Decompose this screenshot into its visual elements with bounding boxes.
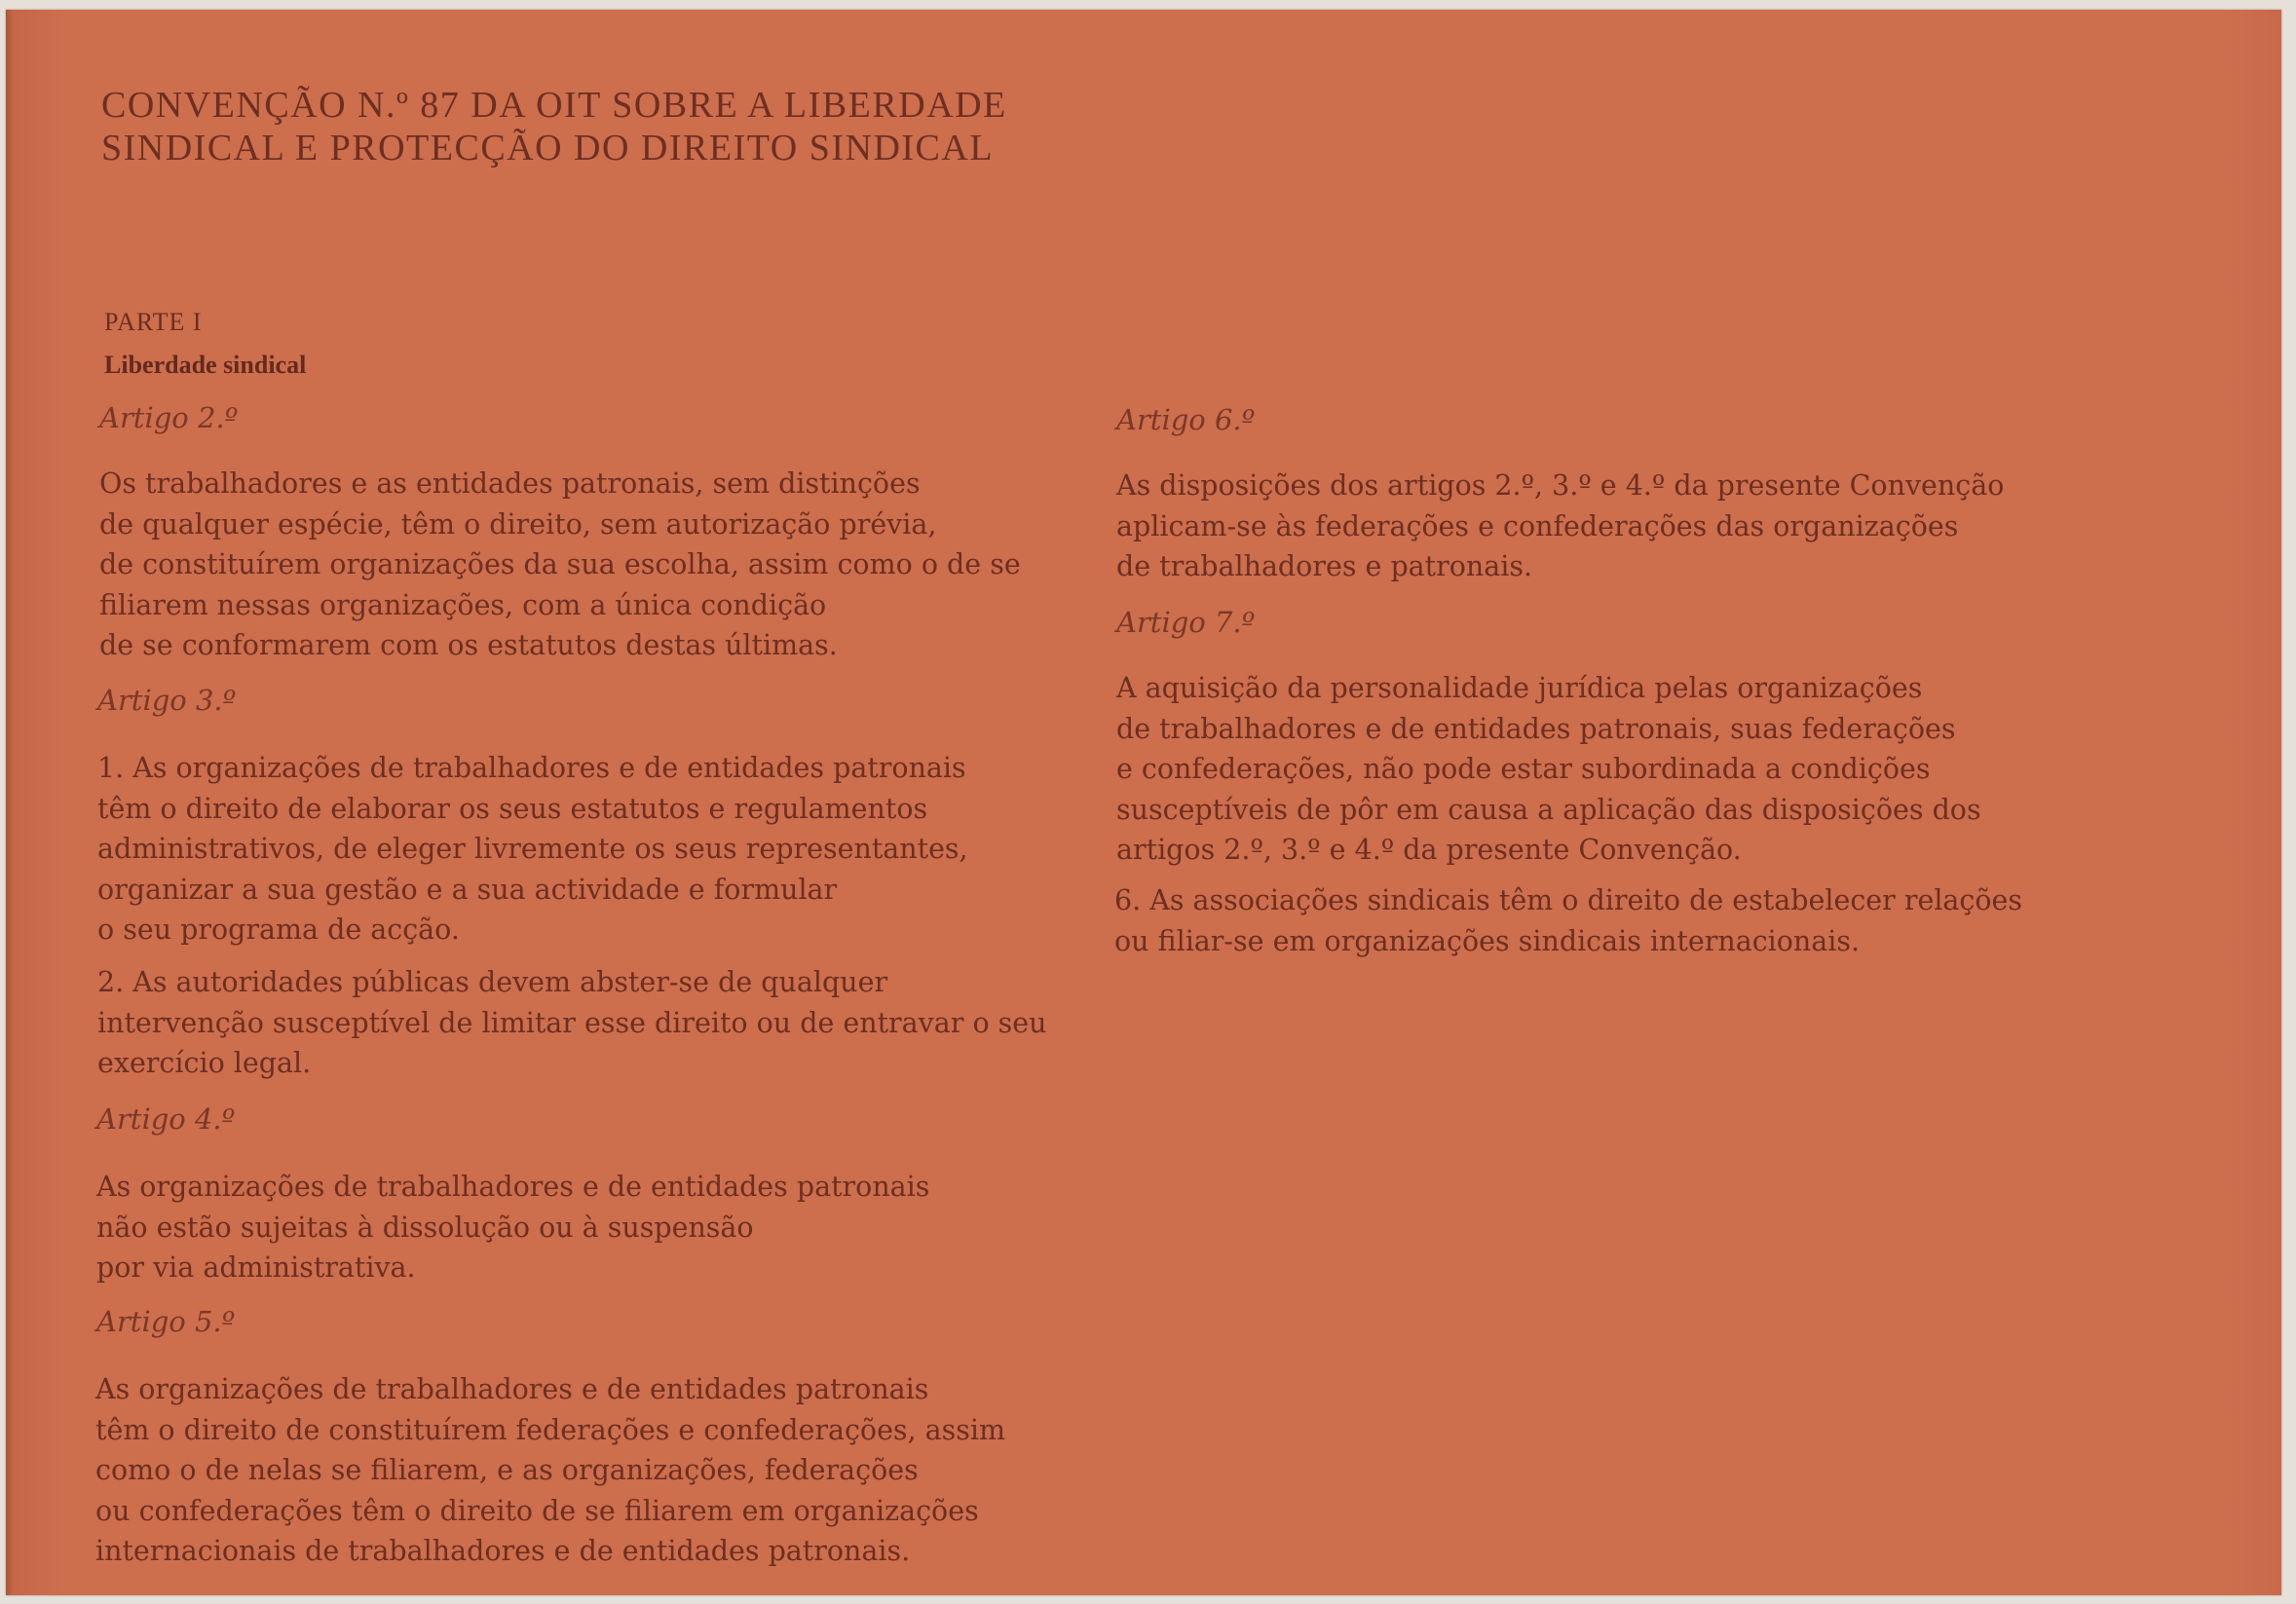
text-line: de trabalhadores e de entidades patronais, suas federações (1116, 712, 1956, 745)
page-fold-shadow (6, 10, 14, 1595)
article-3 (97, 684, 236, 717)
text-line: As disposições dos artigos 2.º, 3.º e 4.º da presente Convenção (1116, 469, 2005, 502)
text-line: 6. As associações sindicais têm o direito de estabelecer relações (1114, 884, 2023, 916)
article-2 (99, 401, 238, 434)
text-line: administrativos, de eleger livremente os seus representantes, (97, 833, 968, 865)
text-line: ou confederações têm o direito de se filiarem em organizações (95, 1494, 979, 1527)
text-line: por via administrativa. (96, 1251, 416, 1284)
article-7-body-2 (1114, 880, 2022, 961)
article-6-heading: Artigo 6.º (1116, 403, 1256, 436)
article-5-heading: Artigo 5.º (96, 1305, 236, 1338)
text-line: ou filiar-se em organizações sindicais internacionais. (1114, 924, 1861, 957)
text-line: filiarem nessas organizações, com a única condição (99, 588, 827, 621)
text-line: não estão sujeitas à dissolução ou à suspensão (96, 1211, 754, 1244)
title-line-1: CONVENÇÃO N.º 87 DA OIT SOBRE A LIBERDADE (101, 85, 1007, 126)
text-line: o seu programa de acção. (97, 914, 460, 946)
text-line: de qualquer espécie, têm o direito, sem autorização prévia, (99, 507, 937, 541)
text-line: internacionais de trabalhadores e de entidades patronais. (95, 1535, 911, 1567)
text-line: As organizações de trabalhadores e de entidades patronais (95, 1373, 929, 1405)
article-3-heading: Artigo 3.º (97, 684, 237, 717)
text-line: As organizações de trabalhadores e de entidades patronais (96, 1171, 930, 1203)
text-line: como o de nelas se filiarem, e as organizações, federações (95, 1454, 919, 1486)
article-7-heading: Artigo 7.º (1116, 606, 1256, 639)
article-4-text (96, 1167, 929, 1288)
text-line: têm o direito de elaborar os seus estatutos e regulamentos (97, 792, 928, 825)
article-5 (96, 1305, 235, 1338)
text-line: exercício legal. (97, 1047, 312, 1079)
text-line: artigos 2.º, 3.º e 4.º da presente Convenção. (1116, 834, 1742, 866)
article-3-body (97, 748, 968, 951)
article-6 (1116, 403, 1255, 436)
article-3-body-2 (97, 962, 1047, 1084)
article-7-paragraph-2 (1114, 880, 2022, 961)
part-subtitle: Liberdade sindical (104, 351, 307, 379)
article-2-heading: Artigo 2.º (99, 401, 239, 434)
text-line: susceptíveis de pôr em causa a aplicação das disposições dos (1116, 793, 1981, 826)
article-5-text (95, 1369, 1005, 1572)
part-label: PARTE I (104, 308, 203, 336)
text-line: de constituírem organizações da sua escolha, assim como o de se (99, 548, 1021, 580)
text-line: 1. As organizações de trabalhadores e de entidades patronais (97, 752, 966, 784)
document-title (101, 84, 1007, 169)
article-7-body (1116, 668, 1981, 871)
article-7-paragraph-1 (1116, 668, 1981, 871)
article-2-text (99, 464, 1021, 666)
text-line: intervenção susceptível de limitar esse direito ou de entravar o seu (97, 1006, 1047, 1039)
document-page (6, 10, 2281, 1595)
text-line: A aquisição da personalidade jurídica pelas organizações (1116, 672, 1923, 704)
text-line: e confederações, não pode estar subordinada a condições (1116, 753, 1931, 785)
text-line: aplicam-se às federações e confederações das organizações (1116, 509, 1959, 542)
text-line: de trabalhadores e patronais. (1116, 550, 1533, 582)
text-line: organizar a sua gestão e a sua actividade e formular (97, 873, 838, 906)
text-line: Os trabalhadores e as entidades patronais, sem distinções (99, 467, 921, 500)
text-line: de se conformarem com os estatutos destas últimas. (99, 629, 838, 661)
article-6-text (1116, 466, 2004, 587)
article-2-body (99, 464, 1021, 666)
article-4-heading: Artigo 4.º (96, 1102, 236, 1136)
article-4 (96, 1102, 235, 1136)
article-5-body (95, 1369, 1005, 1572)
text-line: 2. As autoridades públicas devem abster-se de qualquer (97, 966, 888, 998)
article-3-paragraph-1 (97, 748, 968, 951)
article-3-paragraph-2 (97, 962, 1047, 1084)
article-7 (1116, 606, 1255, 639)
article-6-body (1116, 466, 2004, 587)
article-4-body (96, 1167, 929, 1288)
title-line-2: SINDICAL E PROTECÇÃO DO DIREITO SINDICAL (101, 128, 995, 168)
text-line: têm o direito de constituírem federações e confederações, assim (95, 1413, 1006, 1446)
